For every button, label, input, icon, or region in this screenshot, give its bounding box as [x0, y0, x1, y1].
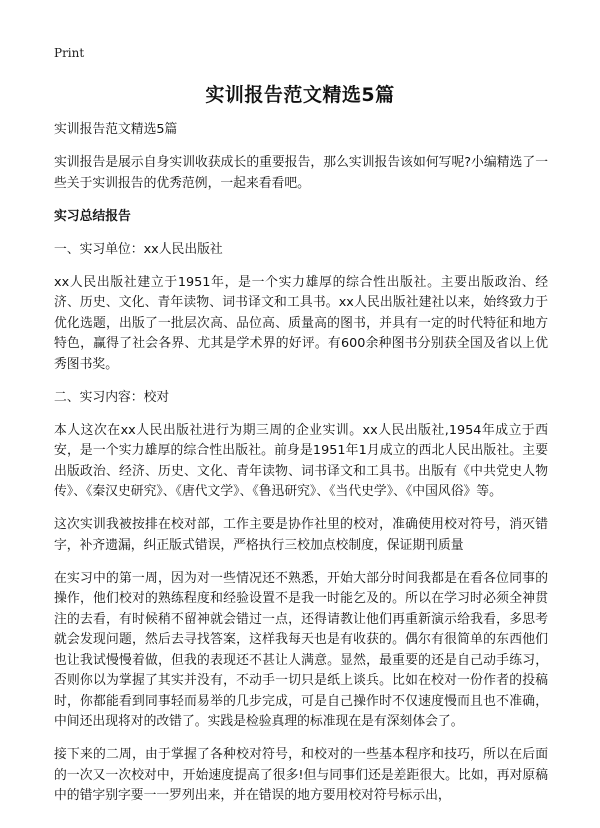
paragraph-second-week: 接下来的二周，由于掌握了各种校对符号，和校对的一些基本程序和技巧，所以在后面的一次又一次校对中，开始速度提高了很多!但与同事们还是差距很大。比如，再对原稿中的错字别字要一一罗列出来，并在错误的地方要用校对符号标示出，: [54, 747, 548, 803]
section-heading: 实习总结报告: [54, 208, 131, 224]
print-link[interactable]: Print: [54, 46, 85, 60]
paragraph-publisher: xx人民出版社建立于1951年，是一个实力雄厚的综合性出版社。主要出版政治、经济、历史、文化、青年读物、词书译文和工具书。xx人民出版社建社以来，始终致力于优化选题，出版了一批层次高、品位高、质量高的图书，并具有一定的时代特征和地方特色，赢得了社会各界、尤其是学术界的好评。有600余种图书分别获全国及省以上优秀图书奖。: [54, 274, 548, 372]
paragraph-training: 本人这次在xx人民出版社进行为期三周的企业实训。xx人民出版社,1954年成立于西安，是一个实力雄厚的综合性出版社。前身是1951年1月成立的西北人民出版社。主要出版政治、经济、历史、文化、青年读物、词书译文和工具书。出版有《中共党史人物传》、《秦汉史研究》、《唐代文学》、《鲁迅研究》、《当代史学》、《中国风俗》等。: [54, 422, 548, 499]
paragraph-proofreading: 这次实训我被按排在校对部，工作主要是协作社里的校对，准确使用校对符号，消灭错字，补齐遗漏，纠正版式错误，严格执行三校加点校制度，保证期刊质量: [54, 517, 548, 553]
item-heading-unit: 一、实习单位：xx人民出版社: [54, 241, 223, 257]
document-title: 实训报告范文精选5篇: [205, 84, 395, 106]
item-heading-content: 二、实习内容：校对: [54, 389, 170, 405]
paragraph-first-week: 在实习中的第一周，因为对一些情况还不熟悉，开始大部分时间我都是在看各位同事的操作，他们校对的熟练程度和经验设置不是我一时能乞及的。所以在学习时必须全神贯注的去看，有时候稍不留神就会错过一点，还得请教让他们再重新演示给我看，多思考就会发现问题，然后去寻找答案，这样我每天也是有收获的。偶尔有很简单的东西他们也让我试慢慢着做，但我的表现还不甚让人满意。显然，最重要的还是自己动手练习，否则你以为掌握了其实并没有，不动手一切只是纸上谈兵。比如在校对一份作者的投稿时，你都能看到同事轻而易举的几步完成，可是自己操作时不仅速度慢而且也不准确，中间还出现将对的改错了。实践是检验真理的标准现在是有深刻体会了。: [54, 570, 548, 729]
document-body: [54, 120, 548, 819]
intro-heading: 实训报告范文精选5篇: [54, 122, 178, 137]
intro-paragraph: 实训报告是展示自身实训收获成长的重要报告，那么实训报告该如何写呢?小编精选了一些关于实训报告的优秀范例，一起来看看吧。: [54, 155, 548, 191]
